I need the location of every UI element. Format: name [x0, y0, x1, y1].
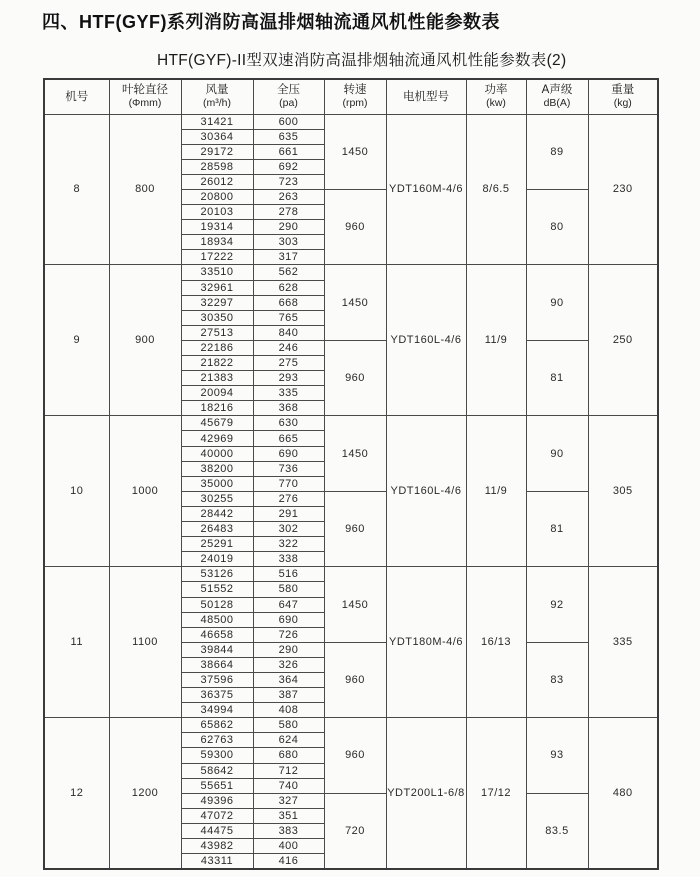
column-header-line2: (kg) — [613, 97, 632, 110]
pressure-cell: 338 — [253, 552, 324, 567]
pressure-cell: 765 — [253, 310, 324, 325]
airflow-cell: 21822 — [181, 356, 253, 371]
column-header — [466, 79, 526, 114]
pressure-cell: 383 — [253, 823, 324, 838]
speed-cell: 1450 — [324, 265, 386, 340]
pressure-cell: 275 — [253, 356, 324, 371]
pressure-cell: 263 — [253, 189, 324, 204]
motor-model-cell: YDT160M-4/6 — [386, 114, 466, 265]
noise-cell: 93 — [526, 718, 588, 793]
weight-cell: 335 — [588, 567, 658, 718]
airflow-cell: 32961 — [181, 280, 253, 295]
pressure-cell: 723 — [253, 174, 324, 189]
pressure-cell: 317 — [253, 250, 324, 265]
power-cell: 11/9 — [466, 416, 526, 567]
column-header-line2: (kw) — [486, 97, 506, 110]
table-row — [44, 265, 658, 280]
pressure-cell: 580 — [253, 718, 324, 733]
pressure-cell: 408 — [253, 703, 324, 718]
table-subtitle: HTF(GYF)-II型双速消防高温排烟轴流通风机性能参数表(2) — [157, 52, 567, 69]
pressure-cell: 368 — [253, 401, 324, 416]
pressure-cell: 647 — [253, 597, 324, 612]
pressure-cell: 692 — [253, 159, 324, 174]
airflow-cell: 34994 — [181, 703, 253, 718]
airflow-cell: 47072 — [181, 808, 253, 823]
pressure-cell: 326 — [253, 657, 324, 672]
airflow-cell: 22186 — [181, 340, 253, 355]
power-cell: 8/6.5 — [466, 114, 526, 265]
impeller-diameter-cell: 800 — [109, 114, 181, 265]
table-body — [44, 114, 658, 869]
speed-cell: 1450 — [324, 114, 386, 189]
column-header-line2: (m³/h) — [203, 97, 231, 110]
pressure-cell: 276 — [253, 491, 324, 506]
airflow-cell: 26483 — [181, 522, 253, 537]
airflow-cell: 44475 — [181, 823, 253, 838]
airflow-cell: 31421 — [181, 114, 253, 129]
pressure-cell: 416 — [253, 854, 324, 869]
airflow-cell: 20094 — [181, 386, 253, 401]
model-no-cell: 8 — [44, 114, 109, 265]
column-header — [109, 79, 181, 114]
airflow-cell: 18216 — [181, 401, 253, 416]
power-cell: 16/13 — [466, 567, 526, 718]
airflow-cell: 17222 — [181, 250, 253, 265]
pressure-cell: 690 — [253, 446, 324, 461]
airflow-cell: 58642 — [181, 763, 253, 778]
weight-cell: 305 — [588, 416, 658, 567]
airflow-cell: 20103 — [181, 205, 253, 220]
pressure-cell: 770 — [253, 476, 324, 491]
impeller-diameter-cell: 1100 — [109, 567, 181, 718]
airflow-cell: 28442 — [181, 506, 253, 521]
airflow-cell: 38664 — [181, 657, 253, 672]
speed-cell: 960 — [324, 340, 386, 415]
airflow-cell: 33510 — [181, 265, 253, 280]
airflow-cell: 36375 — [181, 688, 253, 703]
speed-cell: 960 — [324, 189, 386, 264]
speed-cell: 1450 — [324, 416, 386, 491]
column-header-line1: 功率 — [484, 84, 508, 96]
pressure-cell: 680 — [253, 748, 324, 763]
pressure-cell: 712 — [253, 763, 324, 778]
airflow-cell: 20800 — [181, 189, 253, 204]
column-header-line1: 电机型号 — [403, 90, 449, 103]
params-table — [43, 78, 659, 870]
pressure-cell: 580 — [253, 582, 324, 597]
table-row — [44, 718, 658, 733]
pressure-cell: 661 — [253, 144, 324, 159]
motor-model-cell: YDT160L-4/6 — [386, 265, 466, 416]
pressure-cell: 736 — [253, 461, 324, 476]
pressure-cell: 516 — [253, 567, 324, 582]
pressure-cell: 290 — [253, 642, 324, 657]
noise-cell: 83.5 — [526, 793, 588, 868]
model-no-cell: 10 — [44, 416, 109, 567]
column-header-line2: (Φmm) — [128, 97, 162, 110]
airflow-cell: 30350 — [181, 310, 253, 325]
pressure-cell: 335 — [253, 386, 324, 401]
airflow-cell: 32297 — [181, 295, 253, 310]
pressure-cell: 726 — [253, 627, 324, 642]
column-header-line1: 机号 — [65, 90, 89, 103]
airflow-cell: 25291 — [181, 537, 253, 552]
noise-cell: 90 — [526, 416, 588, 491]
airflow-cell: 35000 — [181, 476, 253, 491]
weight-cell: 230 — [588, 114, 658, 265]
airflow-cell: 29172 — [181, 144, 253, 159]
table-row — [44, 567, 658, 582]
airflow-cell: 42969 — [181, 431, 253, 446]
impeller-diameter-cell: 1000 — [109, 416, 181, 567]
pressure-cell: 302 — [253, 522, 324, 537]
airflow-cell: 28598 — [181, 159, 253, 174]
airflow-cell: 30364 — [181, 129, 253, 144]
pressure-cell: 840 — [253, 325, 324, 340]
header-row — [44, 79, 658, 114]
pressure-cell: 624 — [253, 733, 324, 748]
column-header-line1: 转速 — [343, 84, 367, 96]
airflow-cell: 27513 — [181, 325, 253, 340]
airflow-cell: 38200 — [181, 461, 253, 476]
airflow-cell: 48500 — [181, 612, 253, 627]
airflow-cell: 19314 — [181, 220, 253, 235]
airflow-cell: 45679 — [181, 416, 253, 431]
airflow-cell: 59300 — [181, 748, 253, 763]
column-header — [526, 79, 588, 114]
pressure-cell: 400 — [253, 839, 324, 854]
pressure-cell: 322 — [253, 537, 324, 552]
airflow-cell: 53126 — [181, 567, 253, 582]
column-header — [181, 79, 253, 114]
noise-cell: 89 — [526, 114, 588, 189]
pressure-cell: 600 — [253, 114, 324, 129]
speed-cell: 720 — [324, 793, 386, 868]
column-header-line2: (pa) — [279, 97, 298, 110]
noise-cell: 81 — [526, 491, 588, 566]
pressure-cell: 351 — [253, 808, 324, 823]
weight-cell: 480 — [588, 718, 658, 869]
speed-cell: 960 — [324, 642, 386, 717]
pressure-cell: 291 — [253, 506, 324, 521]
column-header-line1: 重量 — [611, 84, 635, 96]
airflow-cell: 40000 — [181, 446, 253, 461]
noise-cell: 90 — [526, 265, 588, 340]
airflow-cell: 65862 — [181, 718, 253, 733]
pressure-cell: 278 — [253, 205, 324, 220]
airflow-cell: 30255 — [181, 491, 253, 506]
pressure-cell: 628 — [253, 280, 324, 295]
power-cell: 11/9 — [466, 265, 526, 416]
column-header-line1: 风量 — [205, 84, 229, 96]
pressure-cell: 668 — [253, 295, 324, 310]
model-no-cell: 11 — [44, 567, 109, 718]
column-header-line1: 全压 — [277, 84, 300, 96]
airflow-cell: 51552 — [181, 582, 253, 597]
pressure-cell: 387 — [253, 688, 324, 703]
column-header — [588, 79, 658, 114]
column-header-line2: dB(A) — [543, 97, 571, 110]
pressure-cell: 327 — [253, 793, 324, 808]
airflow-cell: 50128 — [181, 597, 253, 612]
airflow-cell: 21383 — [181, 371, 253, 386]
airflow-cell: 18934 — [181, 235, 253, 250]
pressure-cell: 293 — [253, 371, 324, 386]
column-header-line2: (rpm) — [342, 97, 368, 110]
airflow-cell: 49396 — [181, 793, 253, 808]
pressure-cell: 303 — [253, 235, 324, 250]
pressure-cell: 562 — [253, 265, 324, 280]
airflow-cell: 43311 — [181, 854, 253, 869]
airflow-cell: 37596 — [181, 672, 253, 687]
column-header — [324, 79, 386, 114]
table-row — [44, 416, 658, 431]
airflow-cell: 24019 — [181, 552, 253, 567]
speed-cell: 960 — [324, 718, 386, 793]
column-header — [44, 79, 109, 114]
airflow-cell: 46658 — [181, 627, 253, 642]
power-cell: 17/12 — [466, 718, 526, 869]
noise-cell: 81 — [526, 340, 588, 415]
pressure-cell: 665 — [253, 431, 324, 446]
speed-cell: 1450 — [324, 567, 386, 642]
weight-cell: 250 — [588, 265, 658, 416]
pressure-cell: 690 — [253, 612, 324, 627]
pressure-cell: 630 — [253, 416, 324, 431]
model-no-cell: 9 — [44, 265, 109, 416]
model-no-cell: 12 — [44, 718, 109, 869]
noise-cell: 92 — [526, 567, 588, 642]
airflow-cell: 62763 — [181, 733, 253, 748]
airflow-cell: 43982 — [181, 839, 253, 854]
column-header-line1: A声级 — [541, 84, 573, 96]
impeller-diameter-cell: 1200 — [109, 718, 181, 869]
airflow-cell: 55651 — [181, 778, 253, 793]
column-header — [386, 79, 466, 114]
pressure-cell: 740 — [253, 778, 324, 793]
pressure-cell: 635 — [253, 129, 324, 144]
impeller-diameter-cell: 900 — [109, 265, 181, 416]
speed-cell: 960 — [324, 491, 386, 566]
pressure-cell: 246 — [253, 340, 324, 355]
noise-cell: 83 — [526, 642, 588, 717]
column-header-line1: 叶轮直径 — [122, 84, 168, 96]
page-title: 四、HTF(GYF)系列消防高温排烟轴流通风机性能参数表 — [42, 12, 500, 32]
airflow-cell: 39844 — [181, 642, 253, 657]
table-header — [44, 79, 658, 114]
pressure-cell: 290 — [253, 220, 324, 235]
motor-model-cell: YDT200L1-6/8 — [386, 718, 466, 869]
pressure-cell: 364 — [253, 672, 324, 687]
airflow-cell: 26012 — [181, 174, 253, 189]
motor-model-cell: YDT160L-4/6 — [386, 416, 466, 567]
noise-cell: 80 — [526, 189, 588, 264]
table-row — [44, 114, 658, 129]
motor-model-cell: YDT180M-4/6 — [386, 567, 466, 718]
column-header — [253, 79, 324, 114]
